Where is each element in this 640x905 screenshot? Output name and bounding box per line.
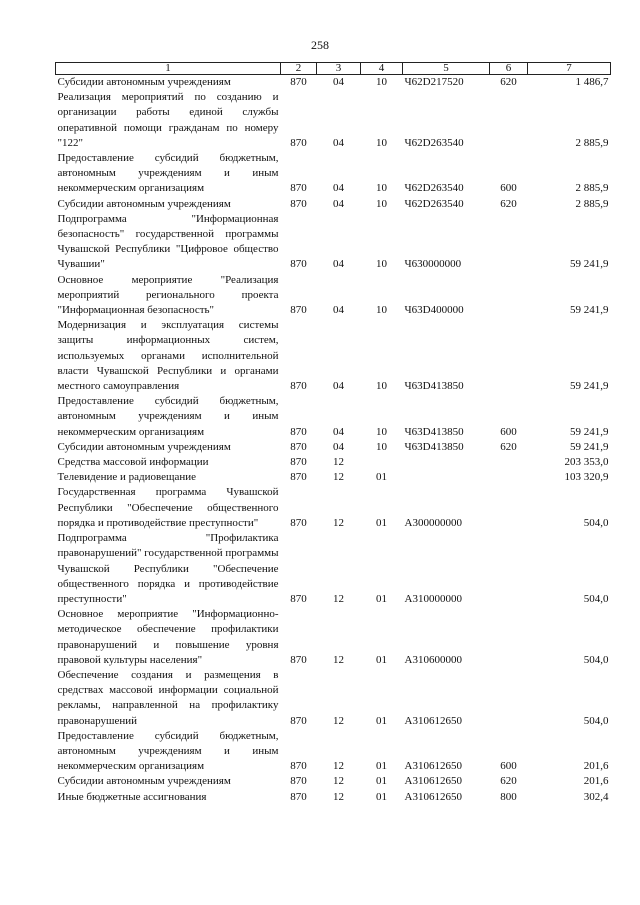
row-target-article: Ч62D263540 xyxy=(404,136,464,149)
row-ministry-code: 870 xyxy=(290,136,307,149)
row-ministry-code: 870 xyxy=(290,592,307,605)
row-subsection: 10 xyxy=(376,380,387,393)
row-name: Субсидии автономным учреждениям xyxy=(57,76,231,88)
row-expense-type: 620 xyxy=(500,775,517,788)
row-subsection: 01 xyxy=(376,775,387,788)
table-row xyxy=(56,212,611,273)
table-row xyxy=(56,455,611,470)
row-name: Предоставление субсидий бюджетным, автономным учреждениям и иным некоммерческим организациям xyxy=(57,152,279,195)
row-name: Подпрограмма "Профилактика правонарушений" государственной программы Чувашской Республики "Обеспечение общественного порядка и противодействие преступности" xyxy=(57,532,279,605)
row-section: 04 xyxy=(333,182,344,195)
row-amount: 59 241,9 xyxy=(570,440,609,453)
row-ministry-code: 870 xyxy=(290,790,307,803)
row-subsection: 10 xyxy=(376,440,387,453)
row-name: Средства массовой информации xyxy=(57,456,209,469)
row-section: 12 xyxy=(333,760,344,773)
row-ministry-code: 870 xyxy=(290,76,307,88)
row-ministry-code: 870 xyxy=(290,182,307,195)
row-amount: 2 885,9 xyxy=(575,182,609,195)
row-name: Подпрограмма "Информационная безопасность" государственной программы Чувашской Республики "Цифровое общество Чувашии" xyxy=(57,212,279,271)
row-expense-type xyxy=(490,273,528,319)
table-row xyxy=(56,790,611,805)
row-subsection: 01 xyxy=(376,592,387,605)
row-amount: 2 885,9 xyxy=(575,136,609,149)
row-section: 04 xyxy=(333,304,344,317)
row-amount: 302,4 xyxy=(583,790,609,803)
table-row xyxy=(56,90,611,151)
row-section: 04 xyxy=(333,136,344,149)
row-name: Субсидии автономным учреждениям xyxy=(57,440,231,453)
row-expense-type xyxy=(490,212,528,273)
row-amount: 59 241,9 xyxy=(570,304,609,317)
table-body xyxy=(56,75,611,805)
row-amount: 59 241,9 xyxy=(570,425,609,438)
row-target-article: Ч62D217520 xyxy=(404,76,464,88)
row-target-article: Ч63D413850 xyxy=(404,440,464,453)
row-amount: 504,0 xyxy=(583,653,609,666)
row-section: 12 xyxy=(333,471,344,484)
row-subsection: 10 xyxy=(376,425,387,438)
table-row xyxy=(56,75,611,91)
row-ministry-code: 870 xyxy=(290,653,307,666)
row-subsection: 01 xyxy=(376,516,387,529)
row-target-article: А310000000 xyxy=(404,592,462,605)
row-ministry-code: 870 xyxy=(290,516,307,529)
page-number: 258 xyxy=(311,38,329,52)
header-row xyxy=(56,63,611,75)
row-target-article xyxy=(403,470,490,485)
row-expense-type xyxy=(490,485,528,531)
row-ministry-code: 870 xyxy=(290,760,307,773)
row-section: 04 xyxy=(333,380,344,393)
row-subsection: 01 xyxy=(376,653,387,666)
row-name: Предоставление субсидий бюджетным, автономным учреждениям и иным некоммерческим организациям xyxy=(57,729,279,773)
row-ministry-code: 870 xyxy=(290,456,307,469)
row-target-article: А310612650 xyxy=(404,760,462,773)
row-subsection: 10 xyxy=(376,197,387,210)
row-section: 12 xyxy=(333,592,344,605)
row-target-article: А310612650 xyxy=(404,775,462,788)
table-row xyxy=(56,668,611,729)
header-cell: 1 xyxy=(56,63,281,75)
row-amount: 2 885,9 xyxy=(575,197,609,210)
row-target-article: А310612650 xyxy=(404,790,462,803)
table-row xyxy=(56,607,611,668)
row-expense-type: 600 xyxy=(500,425,517,438)
row-target-article: Ч63D400000 xyxy=(404,304,464,317)
row-expense-type xyxy=(490,455,528,470)
row-amount: 59 241,9 xyxy=(570,380,609,393)
row-ministry-code: 870 xyxy=(290,258,307,271)
row-section: 12 xyxy=(333,456,344,469)
row-name: Предоставление субсидий бюджетным, автономным учреждениям и иным некоммерческим организациям xyxy=(57,395,279,438)
row-ministry-code: 870 xyxy=(290,440,307,453)
row-section: 12 xyxy=(333,714,344,727)
row-amount: 201,6 xyxy=(583,775,609,788)
row-name: Субсидии автономным учреждениям xyxy=(57,197,231,210)
row-expense-type: 620 xyxy=(500,440,517,453)
row-section: 04 xyxy=(333,258,344,271)
row-amount: 203 353,0 xyxy=(564,456,609,469)
row-section: 12 xyxy=(333,775,344,788)
row-subsection: 01 xyxy=(376,760,387,773)
row-expense-type xyxy=(490,607,528,668)
row-amount: 504,0 xyxy=(583,516,609,529)
row-expense-type xyxy=(490,668,528,729)
row-section: 04 xyxy=(333,440,344,453)
row-target-article: Ч63D413850 xyxy=(404,425,464,438)
row-subsection: 10 xyxy=(376,258,387,271)
row-target-article: Ч63D413850 xyxy=(404,380,464,393)
row-section: 12 xyxy=(333,516,344,529)
row-amount: 103 320,9 xyxy=(564,471,609,484)
table-row xyxy=(56,531,611,607)
table-row xyxy=(56,394,611,440)
row-name: Государственная программа Чувашской Республики "Обеспечение общественного порядка и противодействие преступности" xyxy=(57,486,279,529)
header-cell: 7 xyxy=(528,63,611,75)
row-subsection: 01 xyxy=(376,471,387,484)
table-row xyxy=(56,774,611,789)
row-section: 04 xyxy=(333,425,344,438)
table-row xyxy=(56,470,611,485)
table-row xyxy=(56,151,611,197)
row-name: Реализация мероприятий по созданию и организации работы единой службы оперативной помощи гражданам по номеру "122" xyxy=(57,91,279,149)
row-ministry-code: 870 xyxy=(290,714,307,727)
row-expense-type: 600 xyxy=(500,182,517,195)
header-cell: 5 xyxy=(403,63,490,75)
row-target-article: А310612650 xyxy=(404,714,462,727)
row-target-article: А300000000 xyxy=(404,516,462,529)
row-amount: 504,0 xyxy=(583,592,609,605)
row-subsection: 10 xyxy=(376,304,387,317)
row-name: Модернизация и эксплуатация системы защиты информационных систем, используемых органами исполнительной власти Чувашской Республики и органами местного самоуправления xyxy=(57,319,279,393)
row-expense-type: 620 xyxy=(500,76,517,88)
row-section: 12 xyxy=(333,653,344,666)
row-ministry-code: 870 xyxy=(290,471,307,484)
row-expense-type: 600 xyxy=(500,760,517,773)
row-expense-type xyxy=(490,531,528,607)
row-section: 04 xyxy=(333,76,344,88)
header-cell: 4 xyxy=(361,63,403,75)
row-expense-type: 800 xyxy=(500,790,517,803)
row-target-article: Ч62D263540 xyxy=(404,197,464,210)
row-amount: 201,6 xyxy=(583,760,609,773)
row-target-article: Ч62D263540 xyxy=(404,182,464,195)
row-name: Иные бюджетные ассигнования xyxy=(57,790,207,803)
row-subsection: 10 xyxy=(376,136,387,149)
row-ministry-code: 870 xyxy=(290,775,307,788)
row-expense-type: 620 xyxy=(500,197,517,210)
table-row xyxy=(56,485,611,531)
row-ministry-code: 870 xyxy=(290,425,307,438)
row-ministry-code: 870 xyxy=(290,304,307,317)
row-amount: 1 486,7 xyxy=(575,76,609,88)
row-name: Основное мероприятие "Информационно-методическое обеспечение профилактики правонарушений и повышение уровня правовой культуры населения" xyxy=(57,608,279,666)
row-expense-type xyxy=(490,470,528,485)
header-cell: 2 xyxy=(281,63,317,75)
row-name: Обеспечение создания и размещения в средствах массовой информации социальной рекламы, направленной на профилактику правонарушений xyxy=(57,668,279,727)
row-amount: 59 241,9 xyxy=(570,258,609,271)
row-target-article xyxy=(403,455,490,470)
row-subsection xyxy=(361,455,403,470)
row-section: 12 xyxy=(333,790,344,803)
row-name: Телевидение и радиовещание xyxy=(57,471,197,484)
row-expense-type xyxy=(490,318,528,394)
table-row xyxy=(56,273,611,319)
row-subsection: 01 xyxy=(376,790,387,803)
row-target-article: Ч630000000 xyxy=(404,258,462,271)
table-row xyxy=(56,318,611,394)
row-ministry-code: 870 xyxy=(290,197,307,210)
row-subsection: 01 xyxy=(376,714,387,727)
header-cell: 6 xyxy=(490,63,528,75)
row-amount: 504,0 xyxy=(583,714,609,727)
header-cell: 3 xyxy=(317,63,361,75)
row-section: 04 xyxy=(333,197,344,210)
table-row xyxy=(56,440,611,455)
row-target-article: А310600000 xyxy=(404,653,462,666)
row-ministry-code: 870 xyxy=(290,380,307,393)
row-subsection: 10 xyxy=(376,182,387,195)
row-expense-type xyxy=(490,90,528,151)
row-name: Основное мероприятие "Реализация мероприятий регионального проекта "Информационная безопасность" xyxy=(57,273,279,317)
row-subsection: 10 xyxy=(376,76,387,88)
budget-table xyxy=(55,62,611,805)
table-row xyxy=(56,197,611,212)
table-row xyxy=(56,729,611,775)
row-name: Субсидии автономным учреждениям xyxy=(57,775,231,788)
